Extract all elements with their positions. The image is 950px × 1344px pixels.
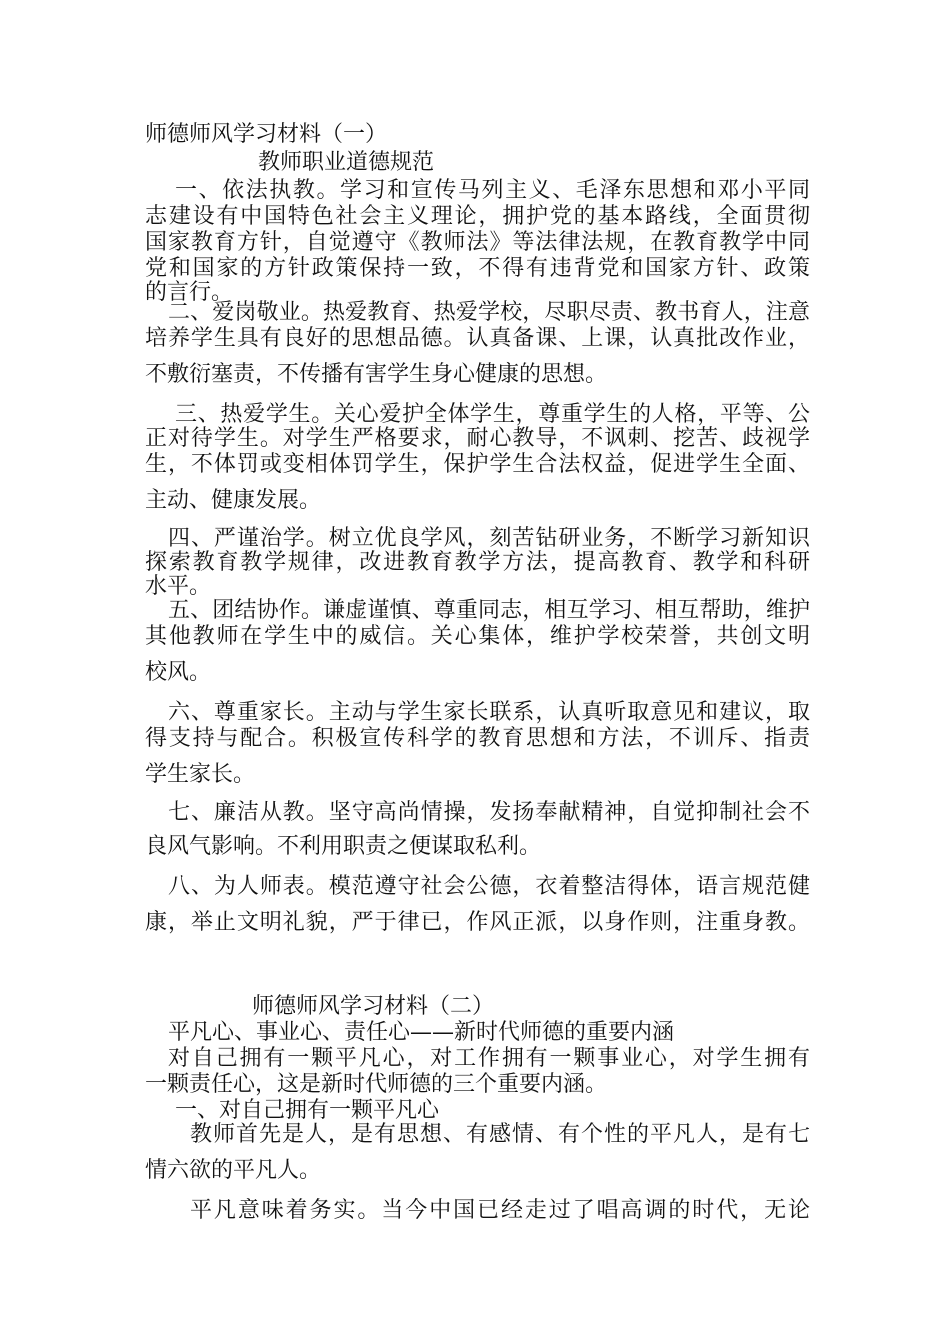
part2-para1-line2: 情六欲的平凡人。 xyxy=(145,1158,322,1183)
item7-line1: 七、廉洁从教。坚守高尚情操，发扬奉献精神，自觉抑制社会不 xyxy=(168,800,810,825)
part2-section1-title: 一、对自己拥有一颗平凡心 xyxy=(175,1098,440,1123)
part2-intro-line2: 一颗责任心，这是新时代师德的三个重要内涵。 xyxy=(145,1072,608,1097)
part1-subheading: 教师职业道德规范 xyxy=(258,150,435,175)
item4-line1: 四、严谨治学。树立优良学风，刻苦钻研业务，不断学习新知识 xyxy=(168,526,810,551)
item4-line3: 水平。 xyxy=(145,574,212,599)
item2-line2: 培养学生具有良好的思想品德。认真备课、上课，认真批改作业， xyxy=(145,326,810,351)
part2-heading: 师德师风学习材料（二） xyxy=(252,994,495,1019)
item6-line3: 学生家长。 xyxy=(145,762,256,787)
item6-line1: 六、尊重家长。主动与学生家长联系，认真听取意见和建议，取 xyxy=(168,700,810,725)
part2-intro-line1: 对自己拥有一颗平凡心，对工作拥有一颗事业心，对学生拥有 xyxy=(168,1046,810,1071)
item1-line1: 一、依法执教。学习和宣传马列主义、毛泽东思想和邓小平同 xyxy=(175,178,810,203)
item6-line2: 得支持与配合。积极宣传科学的教育思想和方法，不训斥、指责 xyxy=(145,726,810,751)
part2-subheading: 平凡心、事业心、责任心——新时代师德的重要内涵 xyxy=(168,1020,675,1045)
item4-line2: 探索教育教学规律，改进教育教学方法，提高教育、教学和科研 xyxy=(145,550,810,575)
item3-line3: 生，不体罚或变相体罚学生，保护学生合法权益，促进学生全面、 xyxy=(145,452,810,477)
item5-line1: 五、团结协作。谦虚谨慎、尊重同志，相互学习、相互帮助，维护 xyxy=(168,598,810,623)
part1-heading: 师德师风学习材料（一） xyxy=(145,122,388,147)
item2-line3: 不敷衍塞责，不传播有害学生身心健康的思想。 xyxy=(145,362,608,387)
item1-line2: 志建设有中国特色社会主义理论，拥护党的基本路线，全面贯彻 xyxy=(145,204,810,229)
item8-line1: 八、为人师表。模范遵守社会公德，衣着整洁得体，语言规范健 xyxy=(168,874,810,899)
item3-line2: 正对待学生。对学生严格要求，耐心教导，不讽刺、挖苦、歧视学 xyxy=(145,426,810,451)
item3-line4: 主动、健康发展。 xyxy=(145,488,322,513)
part2-para1-line1: 教师首先是人，是有思想、有感情、有个性的平凡人，是有七 xyxy=(190,1122,810,1147)
item2-line1: 二、爱岗敬业。热爱教育、热爱学校，尽职尽责、教书育人，注意 xyxy=(168,300,810,325)
item3-line1: 三、热爱学生。关心爱护全体学生，尊重学生的人格，平等、公 xyxy=(175,402,810,427)
item1-line5: 的言行。 xyxy=(145,280,234,305)
item5-line3: 校风。 xyxy=(145,660,212,685)
item7-line2: 良风气影响。不利用职责之便谋取私利。 xyxy=(145,834,542,859)
item5-line2: 其他教师在学生中的威信。关心集体，维护学校荣誉，共创文明 xyxy=(145,624,810,649)
item1-line4: 党和国家的方针政策保持一致，不得有违背党和国家方针、政策 xyxy=(145,256,810,281)
item1-line3: 国家教育方针，自觉遵守《教师法》等法律法规，在教育教学中同 xyxy=(145,230,810,255)
part2-para2-line1: 平凡意味着务实。当今中国已经走过了唱高调的时代，无论 xyxy=(190,1198,810,1223)
item8-line2: 康，举止文明礼貌，严于律已，作风正派，以身作则，注重身教。 xyxy=(145,910,810,935)
